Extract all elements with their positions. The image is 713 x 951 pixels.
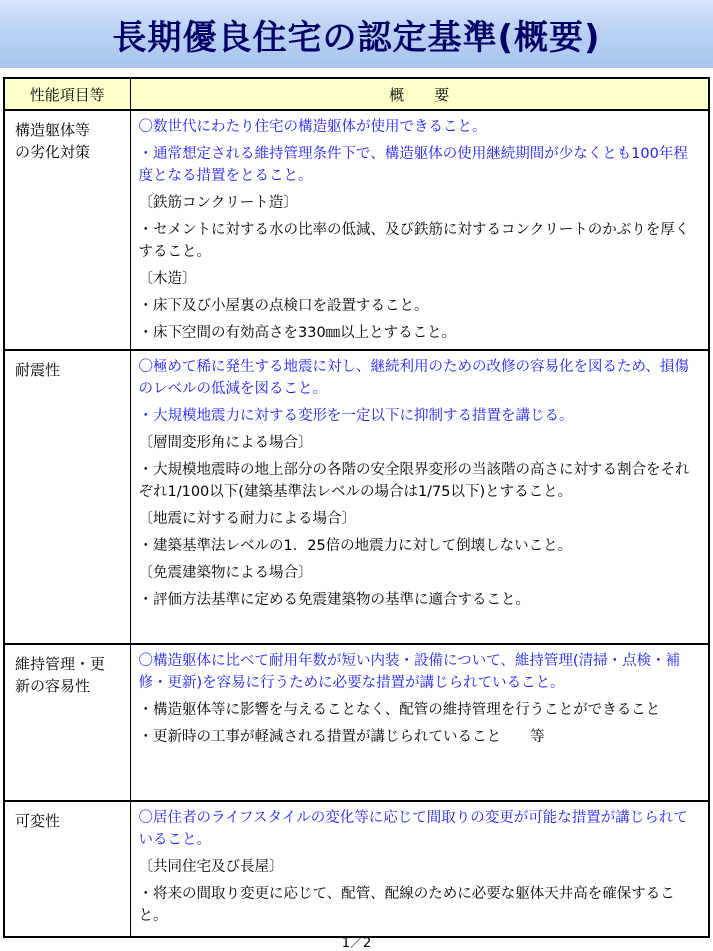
summary-line: ・建築基準法レベルの1．25倍の地震力に対して倒壊しないこと。 [138,538,573,554]
summary-line: ・構造躯体等に影響を与えることなく、配管の維持管理を行うことができること [138,702,661,718]
category-cell: 耐震性 [4,350,130,644]
summary-cell [130,644,709,801]
table-row [4,350,709,644]
summary-line: ・セメントに対する水の比率の低減、及び鉄筋に対するコンクリートのかぶりを厚くすること。 [138,222,690,260]
summary-line: ・床下空間の有効高さを330㎜以上とすること。 [138,325,457,341]
title-banner [0,0,713,68]
table-row [4,110,709,350]
summary-line: ・更新時の工事が軽減される措置が講じられていること 等 [138,729,545,745]
summary-line: 〔共同住宅及び長屋〕 [138,859,284,875]
summary-line: ・将来の間取り変更に応じて、配管、配線のために必要な躯体天井高を確保すること。 [138,886,675,924]
summary-line: ・大規模地震時の地上部分の各階の安全限界変形の当該階の高さに対する割合をそれぞれ1/100以下(建築基準法レベルの場合は1/75以下)とすること。 [138,462,690,500]
summary-line: 〔木造〕 [138,271,197,287]
header-category: 性能項目等 [4,78,130,110]
summary-line: 〇居住者のライフスタイルの変化等に応じて間取りの変更が可能な措置が講じられていること。 [138,810,688,848]
summary-line: ・大規模地震力に対する変形を一定以下に抑制する措置を講じる。 [138,408,574,424]
summary-line: ・床下及び小屋裏の点検口を設置すること。 [138,298,429,314]
summary-line: ・評価方法基準に定める免震建築物の基準に適合すること。 [138,592,530,608]
page-title: 長期優良住宅の認定基準(概要) [112,17,601,58]
summary-cell [130,350,709,644]
summary-line: 〇構造躯体に比べて耐用年数が短い内装・設備について、維持管理(清掃・点検・補修・更新)を容易に行うために必要な措置が講じられていること。 [138,653,681,691]
page-number: 1／2 [341,936,372,951]
summary-line: ・通常想定される維持管理条件下で、構造躯体の使用継続期間が少なくとも100年程度となる措置をとること。 [138,146,688,184]
summary-line: 〔免震建築物による場合〕 [138,565,313,581]
summary-line: 〔鉄筋コンクリート造〕 [138,195,298,211]
criteria-table [3,77,710,938]
summary-line: 〔地震に対する耐力による場合〕 [138,511,356,527]
summary-line: 〇数世代にわたり住宅の構造躯体が使用できること。 [138,119,487,135]
header-summary: 概 要 [130,78,709,110]
summary-cell [130,801,709,937]
category-cell: 構造躯体等 の劣化対策 [4,110,130,350]
table-header-row [4,78,709,110]
category-cell: 可変性 [4,801,130,937]
summary-line: 〇極めて稀に発生する地震に対し、継続利用のための改修の容易化を図るため、損傷のレベルの低減を図ること。 [138,359,689,397]
summary-line: 〔層間変形角による場合〕 [138,435,313,451]
category-cell: 維持管理・更 新の容易性 [4,644,130,801]
table-row [4,644,709,801]
table-row [4,801,709,937]
summary-cell [130,110,709,350]
